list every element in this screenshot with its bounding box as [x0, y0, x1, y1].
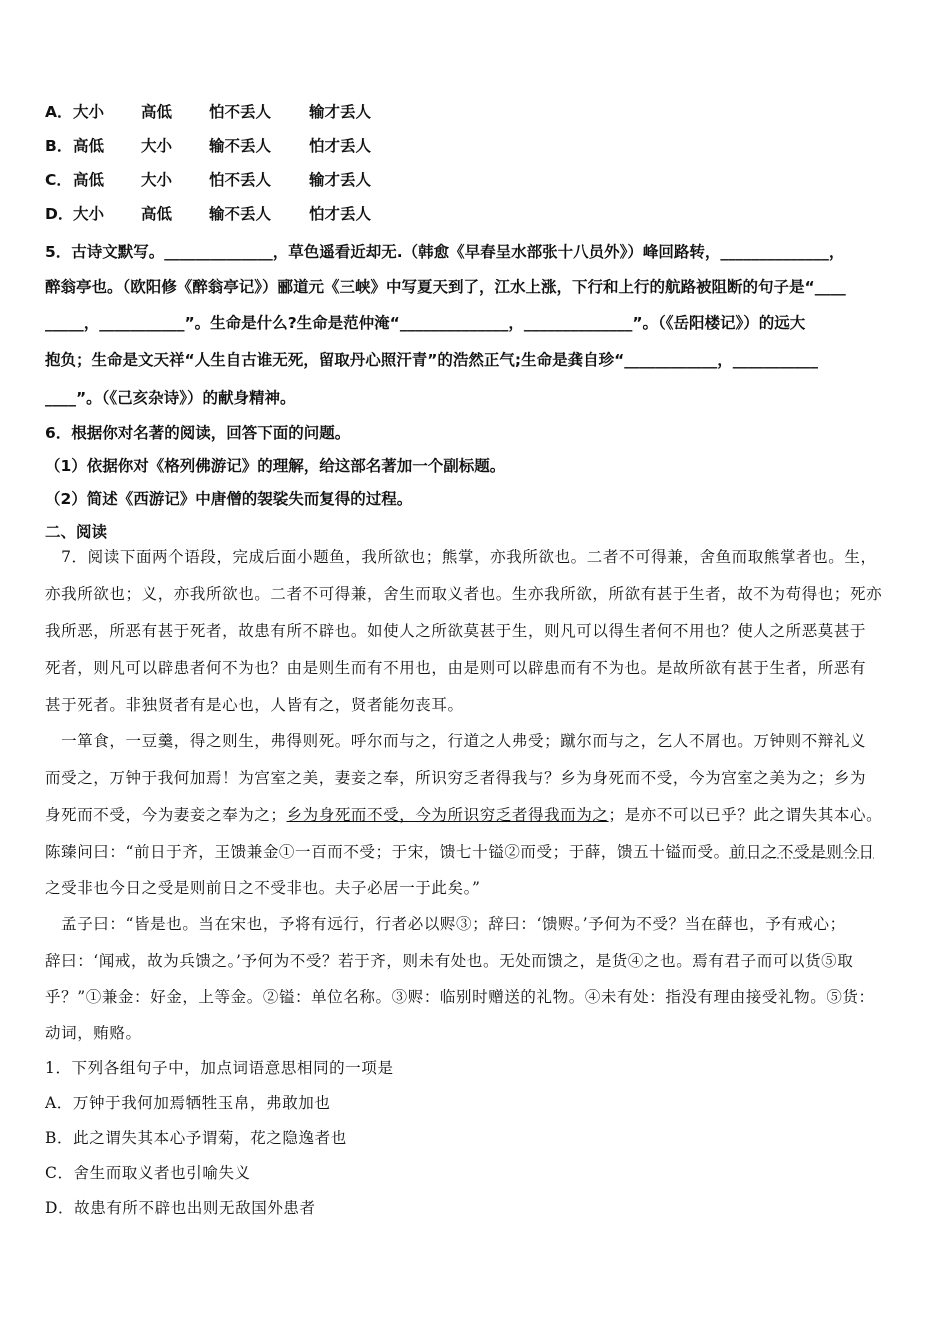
option-text: 大小: [73, 205, 105, 223]
section-title: 二、阅读: [45, 523, 108, 541]
q5-line: 醉翁亭也。（欧阳修《醉翁亭记》）郦道元《三峡》中写夏天到了，江水上涨，下行和上行的航路被阻断的句子是“____: [45, 278, 846, 296]
choice-c: C．舍生而取义者也引喻失义: [45, 1164, 251, 1182]
choice-d: D．故患有所不辟也出则无敌国外患者: [45, 1199, 316, 1217]
q5-line: 5．古诗文默写。______________，草色遥看近却无.（韩愈《早春呈水部张十八员外》）峰回路转，______________，: [45, 243, 845, 261]
passage-line: 甚于死者。非独贤者有是心也，人皆有之，贤者能勿丧耳。: [45, 696, 464, 714]
passage-line: [45, 842, 875, 862]
q5-line: ____”。（《己亥杂诗》）的献身精神。: [45, 389, 296, 407]
passage-line: [45, 805, 882, 825]
choice-b: B．此之谓失其本心予谓菊，花之隐逸者也: [45, 1129, 347, 1147]
option-key: C．: [45, 171, 72, 189]
option-text: 输才丢人: [309, 103, 372, 121]
passage-line: 亦我所欲也；义，亦我所欲也。二者不可得兼，舍生而取义者也。生亦我所欲，所欲有甚于生者，故不为苟得也；死亦: [45, 585, 883, 603]
option-text: 输才丢人: [309, 171, 372, 189]
passage-line: 乎？”①兼金：好金，上等金。②镒：单位名称。③赆：临别时赠送的礼物。④未有处：指没有理由接受礼物。⑤货：: [45, 988, 875, 1006]
passage-line: 7．阅读下面两个语段，完成后面小题鱼，我所欲也；熊掌，亦我所欲也。二者不可得兼，舍鱼而取熊掌者也。生，: [45, 548, 877, 566]
q5-line: _____，___________”。生命是什么?生命是范仲淹“______________，______________”。（《岳阳楼记》）的远大: [45, 314, 806, 332]
underlined-sentence: 乡为身死而不受，今为所识穷乏者得我而为之: [286, 806, 609, 824]
option-key: B．: [45, 137, 73, 155]
option-key: A．: [45, 103, 73, 121]
passage-line: 动词，贿赂。: [45, 1024, 142, 1042]
passage-line: 而受之，万钟于我何加焉！为宫室之美，妻妾之奉，所识穷乏者得我与？乡为身死而不受，今为宫室之美为之；乡为: [45, 769, 867, 787]
passage-line: 死者，则凡可以辟患者何不为也？由是则生而有不用也，由是则可以辟患而有不为也。是故所欲有甚于生者，所恶有: [45, 659, 867, 677]
q6-sub2: （2）简述《西游记》中唐僧的袈裟失而复得的过程。: [45, 490, 413, 508]
option-text: 高低: [141, 103, 173, 121]
q6-title: 6．根据你对名著的阅读，回答下面的问题。: [45, 424, 351, 442]
option-text: 大小: [73, 103, 105, 121]
option-key: D．: [45, 205, 74, 223]
option-text: 怕不丢人: [209, 103, 272, 121]
option-text: 大小: [141, 171, 173, 189]
option-c: [45, 170, 371, 190]
passage-line: 之受非也今日之受是则前日之不受非也。夫子必居一于此矣。”: [45, 879, 481, 897]
text: ；是亦不可以已乎？此之谓失其本心。: [608, 806, 883, 824]
option-text: 怕不丢人: [209, 171, 272, 189]
option-d: [45, 204, 371, 224]
q5-line: 抱负；生命是文天祥“人生自古谁无死，留取丹心照汗青”的浩然正气;生命是龚自珍“____________，___________: [45, 351, 819, 369]
choice-a: A．万钟于我何加焉牺牲玉帛，弗敢加也: [45, 1094, 331, 1112]
option-text: 怕才丢人: [309, 205, 372, 223]
passage-line: 孟子曰：“皆是也。当在宋也，予将有远行，行者必以赆③；辞曰：‘馈赆。’予何为不受？当在薛也，予有戒心；: [45, 915, 846, 933]
option-text: 输不丢人: [209, 137, 272, 155]
passage-line: 一箪食，一豆羹，得之则生，弗得则死。呼尔而与之，行道之人弗受；蹴尔而与之，乞人不屑也。万钟则不辩礼义: [45, 732, 867, 750]
option-text: 高低: [141, 205, 173, 223]
option-text: 高低: [73, 137, 105, 155]
text: 身死而不受，今为妻妾之奉为之；: [45, 806, 287, 824]
option-b: [45, 136, 371, 156]
option-text: 输不丢人: [209, 205, 272, 223]
passage-line: 辞曰：‘闻戒，故为兵馈之。’予何为不受？若于齐，则未有处也。无处而馈之，是货④之也。焉有君子而可以货⑤取: [45, 952, 854, 970]
option-a: [45, 102, 371, 122]
option-text: 怕才丢人: [309, 137, 372, 155]
passage-line: 我所恶，所恶有甚于死者，故患有所不辟也。如使人之所欲莫甚于生，则凡可以得生者何不用也？使人之所恶莫甚于: [45, 622, 867, 640]
q6-sub1: （1）依据你对《格列佛游记》的理解，给这部名著加一个副标题。: [45, 457, 506, 475]
question-stem: 1．下列各组句子中，加点词语意思相同的一项是: [45, 1059, 394, 1077]
text: 陈臻问曰：“前日于齐，王馈兼金①一百而不受；于宋，馈七十镒②而受；于薛，馈五十镒而受。: [45, 843, 730, 861]
option-text: 高低: [73, 171, 105, 189]
option-text: 大小: [141, 137, 173, 155]
marked-text: 前日之不受是则今日: [729, 843, 875, 861]
